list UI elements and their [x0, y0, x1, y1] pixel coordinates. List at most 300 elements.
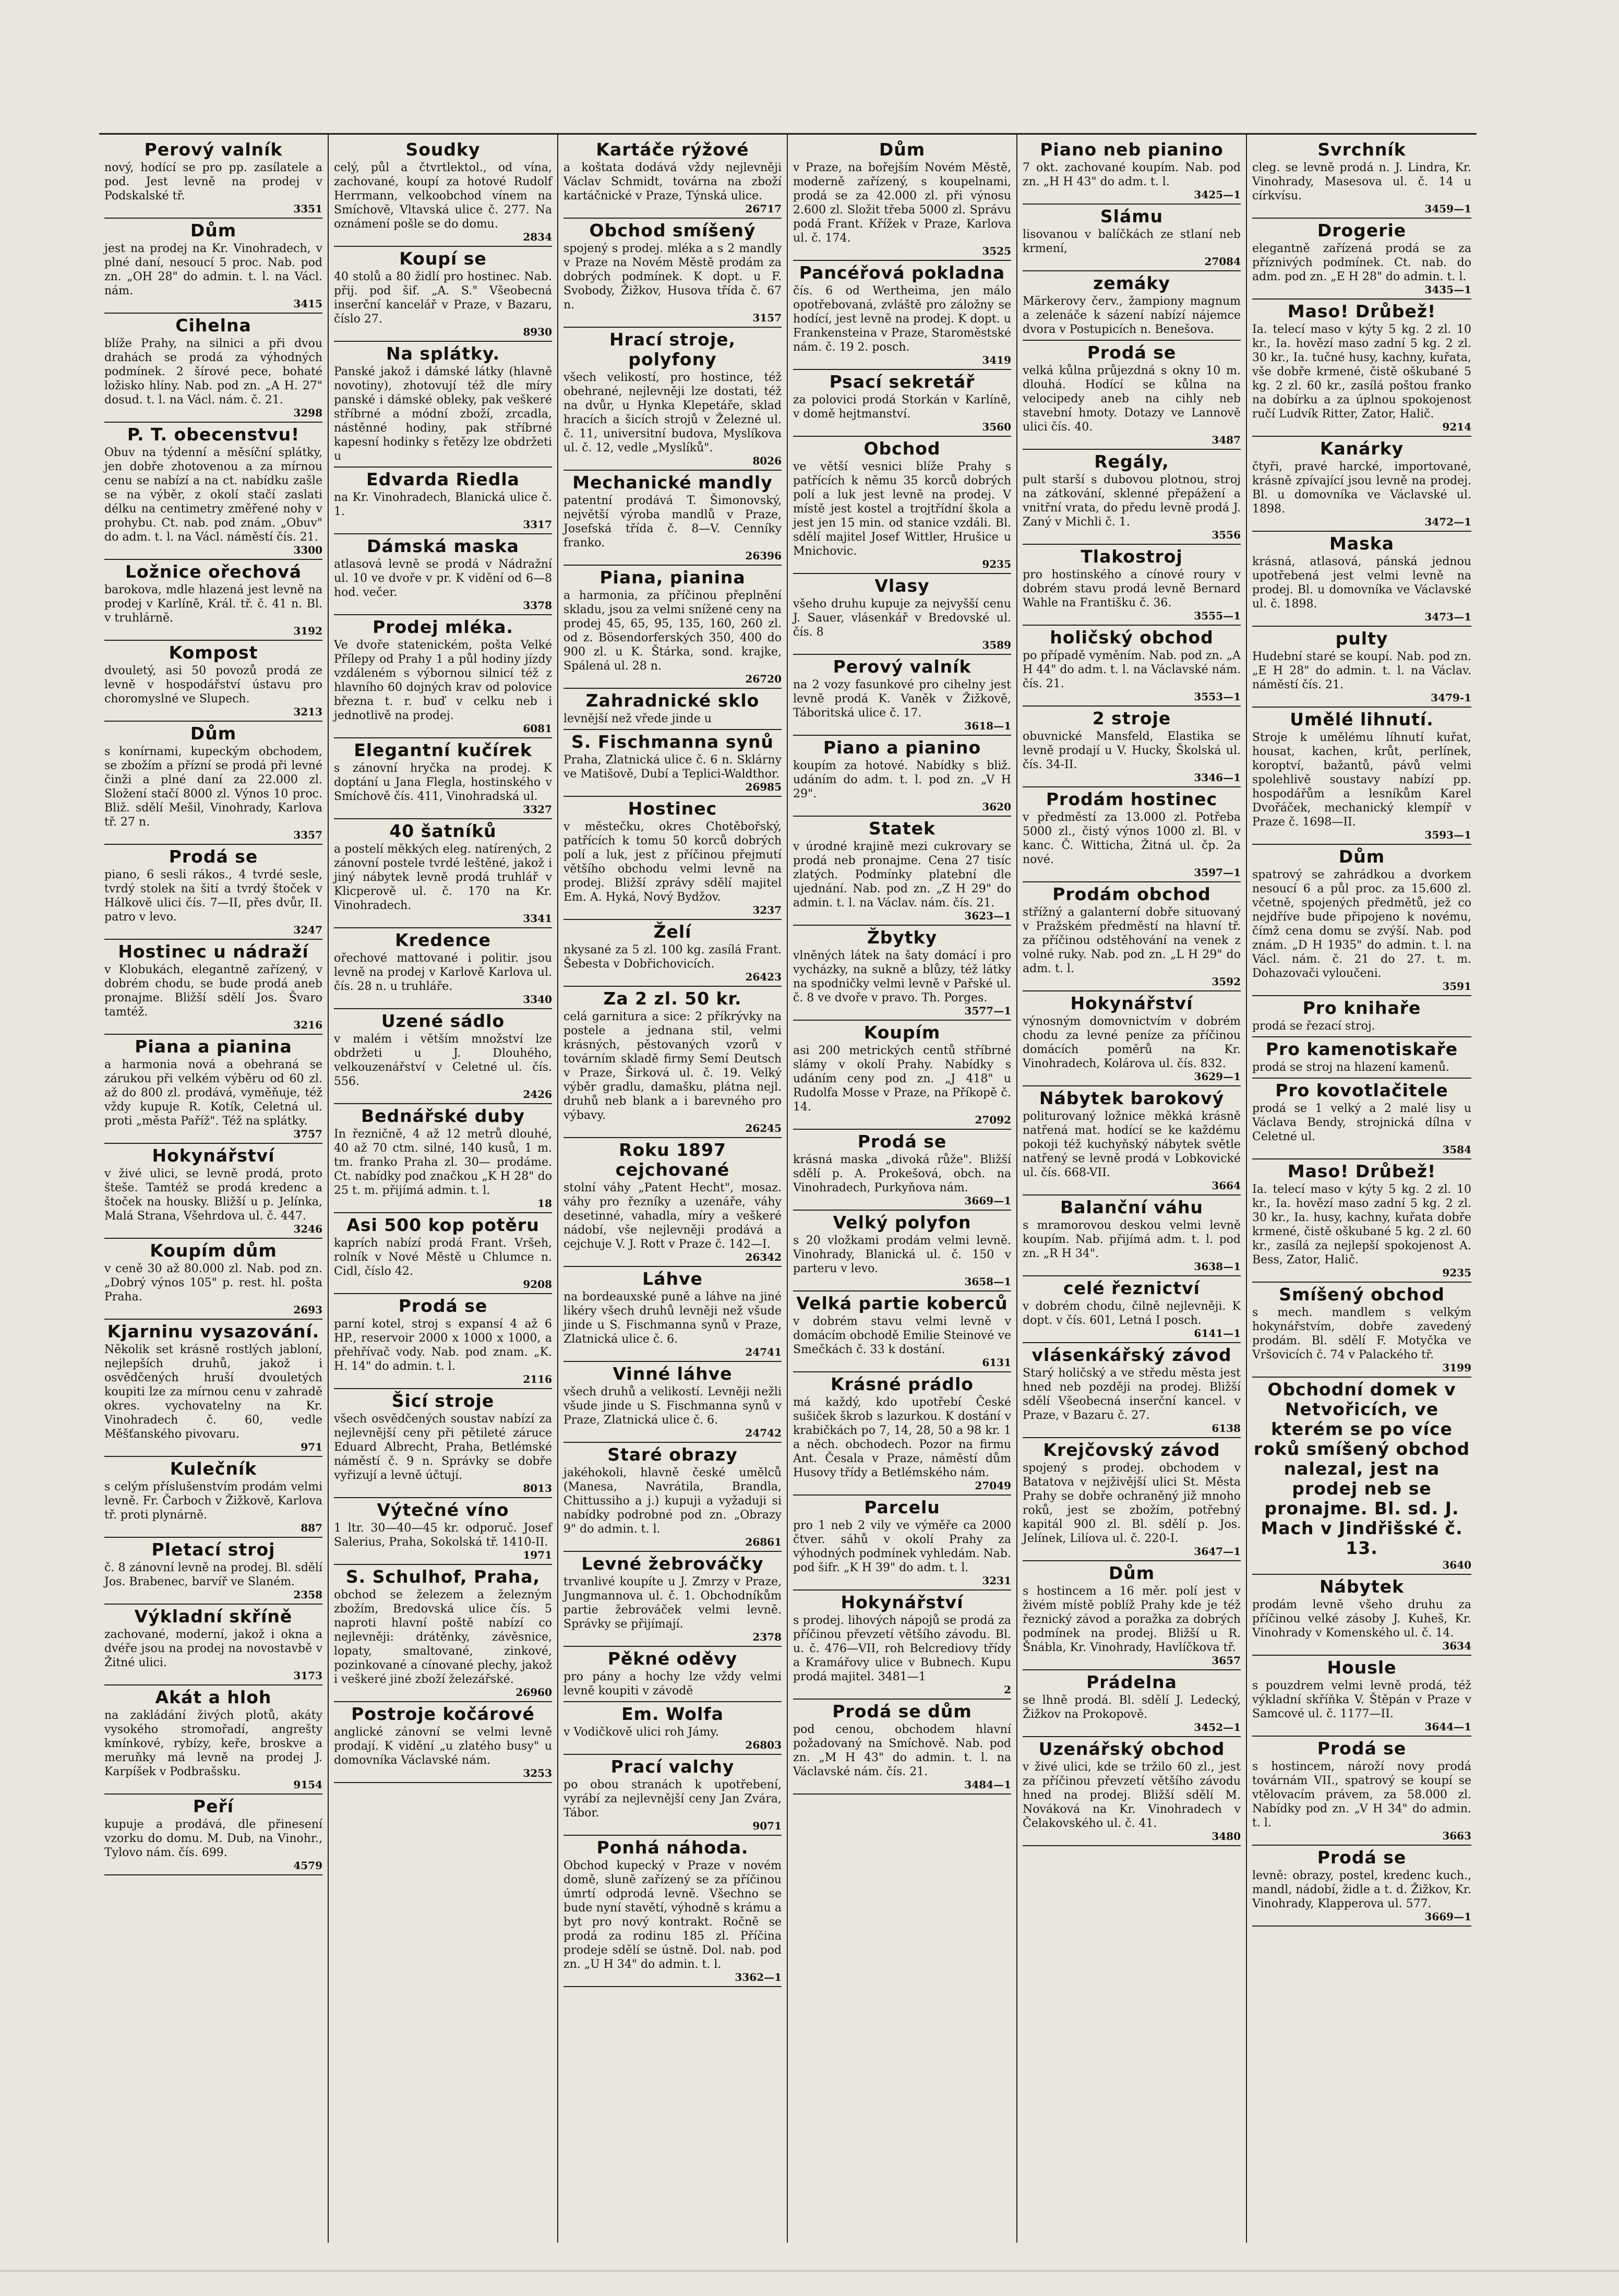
ad-reference-number: 3435—1	[1424, 283, 1471, 296]
ad-reference-number: 24742	[745, 1427, 782, 1439]
ad-title: Šicí stroje	[391, 1391, 495, 1411]
ad-reference-number: 3634	[1442, 1640, 1471, 1652]
ad-reference-number: 3592	[1212, 975, 1241, 988]
ad-reference-number: 3415	[293, 297, 322, 310]
ad-title: Hrací stroje, polyfony	[609, 329, 736, 369]
ad-body: č. 8 zánovní levně na prodej. Bl. sdělí Jos. Brabenec, barvíř ve Slaném.	[104, 1561, 322, 1588]
ad-body: v živé ulici, kde se tržilo 60 zl., jest za příčinou převzetí většího závodu hned na prodej. Bližší sdělí M. Nováková na Kr. Vinohradech v Čelakovského ul. č. 41.	[1023, 1761, 1241, 1830]
ad-title: Na splátky.	[386, 343, 500, 364]
ad-reference-number: 27092	[975, 1114, 1011, 1126]
ad-body: blíže Prahy, na silnici a při dvou drahách se prodá za výhodných podmínek. 2 šírové pece, bohaté ložisko hlíny. Nab. pod zn. „A H. 27" dosud. t. l. na Václ. nám. č. 21.	[104, 337, 322, 406]
ad-body: na zakládání živých plotů, akáty vysokého stromořadí, angrešty kmínkové, rybízy, keře, broskve a meruňky má levně na prodej J. Karpíšek v Podbrašsku.	[104, 1709, 322, 1778]
classified-ad	[563, 1138, 782, 1267]
ad-title: Prodá se	[398, 1296, 488, 1316]
classified-column	[1017, 135, 1247, 2243]
ad-body: Obchod kupecký v Praze v novém domě, sluně zařízený se za příčinou úmrtí odprodá levně. Všechno se bude nyní stavětí, výhodně s krámu a byt pro nový kontrakt. Ročně se prodá za rodinu 185 zl. Příčina prodeje sdělí se ústně. Dol. nab. pod zn. „U H 34" do admin. t. l.	[563, 1859, 782, 1971]
ad-title: Prodá se	[169, 846, 258, 867]
ad-reference-number: 9154	[293, 1778, 322, 1791]
page-edge	[0, 2270, 1619, 2272]
ad-title: Kanárky	[1320, 438, 1404, 459]
ad-title: Kompost	[169, 642, 258, 663]
ad-title: Kredence	[395, 930, 491, 950]
ad-body: lisovanou v balíčkách ze stlaní neb krmení,	[1023, 228, 1241, 255]
classified-ad	[104, 1795, 322, 1875]
ad-reference-number: 3327	[523, 803, 552, 816]
ad-title: Em. Wolfa	[621, 1704, 724, 1724]
ad-title: Za 2 zl. 50 kr.	[603, 988, 742, 1009]
classified-ad	[1023, 882, 1241, 991]
ad-title: Regály,	[1094, 451, 1169, 472]
classified-ad	[1023, 1086, 1241, 1195]
ad-reference-number: 3597—1	[1194, 866, 1241, 879]
ad-title: Pro kovotlačitele	[1275, 1080, 1448, 1101]
ad-body: s hostincem, nároží novy prodá továrnám VII., spatrový se koupí se vtělovacím právem, za 58.000 zl. Nabídky pod zn. „V H 34" do admin. t. l.	[1252, 1760, 1471, 1829]
ad-title: Hokynářství	[841, 1592, 964, 1612]
classified-column	[1247, 135, 1477, 2243]
ad-title: Vinné láhve	[613, 1364, 733, 1384]
classified-ad	[104, 219, 322, 314]
ad-title: S. Fischmanna synů	[571, 732, 774, 752]
ad-reference-number: 4579	[293, 1859, 322, 1872]
classified-ad	[793, 926, 1011, 1021]
ad-reference-number: 3484—1	[964, 1778, 1011, 1791]
classified-ad	[334, 342, 552, 468]
classified-ad	[793, 138, 1011, 261]
ad-body: prodá se řezací stroj.	[1252, 1020, 1375, 1033]
ad-body: v živé ulici, se levně prodá, proto šteše. Tamtéž se prodá kredenc a štoček na housky. Bližší u p. Jelínka, Malá Strana, Všehrdova ul. č. 447.	[104, 1167, 322, 1223]
ad-body: 1 ltr. 30—40—45 kr. odporuč. Josef Salerius, Praha, Sokolská tř. 1410-II.	[334, 1522, 552, 1549]
ad-title: Želí	[653, 922, 692, 942]
ad-reference-number: 27084	[1204, 255, 1241, 268]
ad-title: Vlasy	[874, 576, 930, 596]
ad-title: Dům	[1108, 1563, 1155, 1583]
ad-title: Uzené sádlo	[381, 1011, 505, 1031]
ad-title: S. Schulhof, Praha,	[345, 1566, 541, 1587]
ad-reference-number: 9214	[1442, 421, 1471, 433]
ad-reference-number: 3246	[293, 1223, 322, 1235]
ad-reference-number: 3669—1	[1424, 1910, 1471, 1923]
ad-body: na bordeauxské puně a láhve na jiné likéry všech druhů levněji než všude jinde u S. Fischmanna synů v Praze, Zlatnická ulice č. 6.	[563, 1290, 782, 1346]
ad-title: holičský obchod	[1050, 627, 1214, 648]
ad-reference-number: 2693	[293, 1304, 322, 1316]
ad-title: Prodá se dům	[832, 1701, 972, 1721]
ad-reference-number: 2116	[523, 1373, 552, 1385]
ad-title: Peří	[193, 1796, 234, 1816]
classified-ad	[563, 1836, 782, 1987]
ad-title: Žbytky	[867, 927, 938, 948]
classified-ad	[104, 314, 322, 423]
ad-title: Prodá se	[1317, 1738, 1407, 1759]
ad-body: ořechové mattované i politir. jsou levně na prodej v Karlově Karlova ul. čís. 28 n. u truhláře.	[334, 952, 552, 993]
classified-ad	[1023, 991, 1241, 1086]
classified-ad	[563, 566, 782, 689]
ad-title: Tlakostroj	[1081, 546, 1183, 567]
classified-ad	[1023, 205, 1241, 271]
ad-title: Elegantní kučírek	[354, 740, 532, 760]
ad-body: pro 1 neb 2 vily ve výměře ca 2000 čtver. sáhů v okolí Prahy za výhodných podmínek vyhledám. Nab. pod šifr. „K H 39" do adm. t. l.	[793, 1519, 1011, 1574]
classified-ad	[334, 1565, 552, 1702]
classified-ad	[563, 471, 782, 566]
ad-reference-number: 3216	[293, 1019, 322, 1031]
ad-reference-number: 3425—1	[1194, 188, 1241, 201]
ad-body: patentní prodává T. Šimonovský, největší výroba mandlů v Praze, Josefská třída č. 8—V. Cenníky franko.	[563, 494, 782, 549]
ad-title: Nábytek	[1319, 1576, 1405, 1597]
ad-body: pro hostinského a cínové roury v dobrém stavu prodá levně Bernard Wahle na Františku č. 36.	[1023, 568, 1241, 609]
classified-ad	[104, 722, 322, 845]
ad-body: spojený s prodej. obchodem v Batatova v nejživější ulici St. Města Prahy se dobře ochraněný již mnoho roků, jest se zbožím, potřebný kapitál 900 zl. Bl. sdělí p. Jos. Jelínek, Lilíova ul. č. 220-I.	[1023, 1462, 1241, 1545]
classified-ad	[793, 655, 1011, 736]
ad-reference-number: 3553—1	[1194, 690, 1241, 703]
classified-ad	[1252, 845, 1471, 996]
ad-reference-number: 3298	[293, 406, 322, 419]
ad-body: dvouletý, asi 50 povozů prodá ze levně v hospodářství ústavu pro choromyslné ve Slupech.	[104, 664, 322, 705]
ad-body: koupím za hotové. Nabídky s bliž. udáním do adm. t. l. pod zn. „V H 29".	[793, 759, 1011, 800]
ad-body: střížný a galanterní dobře situovaný v Pražském předměstí na hlavní tř. za příčinou odstěhování na venek z volné ruky. Nab. pod zn. „L H 29" do adm. t. l.	[1023, 906, 1241, 975]
ad-reference-number: 3663	[1442, 1829, 1471, 1842]
ad-body: v předměstí za 13.000 zl. Potřeba 5000 zl., čistý výnos 1000 zl. Bl. v kanc. Č. Witticha, Žitná ul. čp. 2a nové.	[1023, 811, 1241, 866]
ad-reference-number: 3487	[1212, 434, 1241, 446]
ad-body: v dobrém stavu velmi levně v domácím obchodě Emilie Steinové ve Smečkách č. 33 k dostání.	[793, 1315, 1011, 1356]
ad-reference-number: 3657	[1212, 1654, 1241, 1667]
ad-body: a harmonia, za příčinou přeplnění skladu, jsou za velmi snížené ceny na prodej 45, 65, 95, 135, 160, 260 zl. od z. Bösendorferských 350, 400 do 900 zl. u K. Štárka, sond. krajke, Spálená ul. 28 n.	[563, 589, 782, 673]
ad-title: Krásné prádlo	[831, 1374, 974, 1394]
ad-body: čtyři, pravé harcké, importované, krásně zpívající jsou levně na prodej. Bl. u domovníka ve Václavské ul. 1898.	[1252, 460, 1471, 516]
ad-title: Dům	[190, 220, 237, 241]
classified-ad	[104, 1605, 322, 1685]
ad-body: kaprích nabízí prodá Frant. Vršeh, rolník v Nové Městě u Chlumce n. Cidl, číslo 42.	[334, 1237, 552, 1278]
ad-title: Smíšený obchod	[1279, 1284, 1445, 1305]
ad-reference-number: 3173	[293, 1669, 322, 1682]
ad-title: Slámu	[1100, 206, 1164, 226]
classified-ad	[793, 1496, 1011, 1591]
ad-body: barokova, mdle hlazená jest levně na prodej v Karlíně, Král. tř. č. 41 n. Bl. v truhlárně.	[104, 583, 322, 625]
ad-reference-number: 3556	[1212, 529, 1241, 541]
classified-ad	[104, 1538, 322, 1605]
ad-body: v Klobukách, elegantně zařízený, v dobrém chodu, se bude prodá aneb pronajme. Bližší sdělí Jos. Švaro tamtéž.	[104, 963, 322, 1019]
classified-ad	[563, 138, 782, 219]
ad-body: atlasová levně se prodá v Nádražní ul. 10 ve dvoře v pr. K vidění od 6—8 hod. večer.	[334, 558, 552, 599]
ad-body: s konírnami, kupeckým obchodem, se zbožím a přízní se prodá při levné činži a plné daní za 22.000 zl. Složení stačí 8000 zl. Výnos 10 proc. Bliž. sdělí Mešil, Vinohrady, Karlova tř. 27 n.	[104, 745, 322, 829]
classified-column	[329, 135, 558, 2243]
ad-body: Hudební staré se koupí. Nab. pod zn. „E H 28" do admin. t. l. na Václav. náměstí čís. 21.	[1252, 650, 1471, 691]
classified-ad	[104, 940, 322, 1035]
classified-ad	[334, 1702, 552, 1783]
ad-reference-number: 9235	[1442, 1266, 1471, 1279]
classified-ad	[1252, 532, 1471, 627]
ad-title: Pěkné oděvy	[607, 1648, 738, 1669]
ad-reference-number: 3357	[293, 829, 322, 841]
ad-title: Kartáče rýžové	[596, 139, 749, 160]
ad-title: Obchod	[864, 438, 941, 459]
ad-reference-number: 6081	[523, 722, 552, 735]
classified-ad	[1252, 1079, 1471, 1159]
ad-title: Prodám hostinec	[1046, 789, 1218, 809]
classified-ad	[563, 219, 782, 328]
ad-title: Obchodní domek v Netvořicích, ve kterém se po více roků smíšený obchod nalezal, jest na prodej neb se pronajme. Bl. sd. J. Mach v Jindřišské č. 13.	[1253, 1379, 1470, 1558]
ad-title: Prádelna	[1086, 1672, 1177, 1692]
ad-body: krásná, atlasová, pánská jednou upotřebená jest velmi levně na prodej. Bl. u domovníka ve Václavské ul. č. 1898.	[1252, 555, 1471, 611]
ad-reference-number: 3757	[293, 1128, 322, 1140]
classified-ad	[1252, 708, 1471, 845]
classified-ad	[334, 1009, 552, 1104]
classified-ad	[1252, 1283, 1471, 1378]
ad-title: Mechanické mandly	[572, 472, 773, 493]
ad-reference-number: 3669—1	[964, 1194, 1011, 1207]
classified-ad	[1252, 1737, 1471, 1846]
newspaper-page	[99, 133, 1477, 2243]
ad-title: Maska	[1329, 533, 1394, 554]
ad-title: Prodá se	[1087, 342, 1177, 363]
ad-body: všech velikostí, pro hostince, též obehrané, nejlevněji lze dostati, též na dvůr, u Hynka Klepetáře, sklad hracích a šicích strojů v Železné ul. č. 11, universitní budova, Myslíkova ul. č. 12, vedle „Myslíků".	[563, 371, 782, 455]
ad-body: asi 200 metrických centů stříbrné slámy v okolí Prahy. Nabídky s udáním ceny pod zn. „J 418" u Rudolfa Mosse v Praze, na Příkopě č. 14.	[793, 1044, 1011, 1114]
ad-body: stolní váhy „Patent Hecht", mosaz. váhy pro řezníky a uzenáře, váhy desetinné, vahadla, míry a veškeré nádobí, vše nejlevněji prodává a cejchuje V. J. Rott v Praze č. 142—I.	[563, 1181, 782, 1251]
ad-body: v městečku, okres Chotěbořský, patřících k tomu 50 korců dobrých polí a luk, jest z příčinou přejmutí většího obchodu velmi levně na prodej. Bližší zprávy sdělí majitel Em. A. Hyká, Nový Bydžov.	[563, 820, 782, 904]
ad-title: Postroje kočárové	[351, 1704, 535, 1724]
ad-body: po případě vyměním. Nab. pod zn. „A H 44" do adm. t. l. na Václavské nám. čís. 21.	[1023, 649, 1241, 690]
ad-title: Pro kamenotiskaře	[1265, 1039, 1458, 1059]
ad-title: Dům	[1338, 846, 1385, 867]
ad-reference-number: 3378	[523, 599, 552, 612]
classified-ad	[1252, 1378, 1471, 1575]
ad-title: Bednářské duby	[361, 1106, 525, 1126]
ad-reference-number: 3555—1	[1194, 609, 1241, 622]
ad-reference-number: 3584	[1442, 1143, 1471, 1156]
ad-reference-number: 3620	[982, 800, 1011, 813]
ad-title: pulty	[1335, 628, 1388, 649]
ad-reference-number: 3247	[293, 924, 322, 936]
ad-reference-number: 3593—1	[1424, 829, 1471, 841]
classified-ad	[104, 845, 322, 940]
classified-ad	[334, 819, 552, 928]
ad-reference-number: 3629—1	[1194, 1070, 1241, 1083]
ad-title: Housle	[1327, 1657, 1397, 1678]
ad-reference-number: 3658—1	[964, 1275, 1011, 1288]
ad-reference-number: 3591	[1442, 980, 1471, 992]
classified-ad	[1252, 300, 1471, 437]
ad-title: Hostinec u nádraží	[118, 941, 309, 962]
classified-ad	[104, 1685, 322, 1795]
classified-ad	[104, 423, 322, 560]
ad-body: Obuv na týdenní a měsíční splátky, jen dobře zhotovenou a za mírnou cenu se nabízí a na ct. nabídku zašle se na výběr, z okolí stačí zaslati délku na centimetry změřené nohy v prohybu. Ct. nab. pod znám. „Obuv" do adm. t. l. na Václ. náměstí čís. 21.	[104, 446, 322, 544]
classified-ad	[1252, 1846, 1471, 1927]
ad-title: Parcelu	[864, 1497, 940, 1517]
classified-ad	[1252, 1037, 1471, 1079]
classified-ad	[793, 1130, 1011, 1211]
ad-reference-number: 3346—1	[1194, 771, 1241, 784]
ad-body: krásná maska „divoká růže". Bližší sdělí p. A. Prokešová, obch. na Vinohradech, Purkyňova nám.	[793, 1153, 1011, 1194]
ad-reference-number: 1971	[523, 1549, 552, 1561]
ad-reference-number: 3560	[982, 421, 1011, 433]
ad-reference-number: 8930	[523, 326, 552, 338]
ad-title: Dámská maska	[367, 536, 519, 556]
ad-title: Drogerie	[1317, 220, 1407, 241]
ad-title: Pancéřová pokladna	[799, 262, 1005, 283]
ad-body: obchod se železem a železným zbožím, Bredovská ulice čís. 5 naproti hlavní poště nabízí co nejlevněji: drátěnky, závěsnice, lopaty, smaltované, zinkové, pozinkované a cínované plechy, jakož i veškeré jiné zboží železářské.	[334, 1588, 552, 1686]
classified-ad	[563, 797, 782, 920]
ad-body: s mech. mandlem s velkým hokynářstvím, dobře zavedený prodám. Bl. sdělí F. Motyčka ve Vršovicích č. 74 v Palackého tř.	[1252, 1306, 1471, 1361]
classified-ad	[563, 1552, 782, 1647]
ad-title: Asi 500 kop potěru	[346, 1215, 539, 1235]
ad-title: Statek	[869, 818, 936, 839]
ad-reference-number: 3623—1	[964, 910, 1011, 922]
ad-body: v úrodné krajině mezi cukrovary se prodá neb pronajme. Cena 27 tisíc zlatých. Podmínky platební dle ujednání. Nab. pod zn. „Z H 29" do admin. t. l. na Václav. nám. čís. 21.	[793, 840, 1011, 910]
classified-ad	[334, 928, 552, 1009]
ad-body: obuvnické Mansfeld, Elastika se levně prodají u V. Hucky, Školská ul. čís. 34-II.	[1023, 730, 1241, 771]
ad-title: Levné žebrováčky	[581, 1553, 764, 1574]
classified-ad	[334, 138, 552, 247]
ad-title: Piano neb pianino	[1040, 139, 1224, 160]
ad-title: Pletací stroj	[151, 1539, 275, 1560]
classified-ad	[563, 987, 782, 1138]
ad-title: Ponhá náhoda.	[596, 1837, 749, 1858]
ad-body: Praha, Zlatnická ulice č. 6 n. Sklárny ve Matišově, Dubí a Teplici-Waldthor.	[563, 754, 782, 781]
ad-title: Koupím dům	[150, 1240, 277, 1261]
classified-ad	[334, 615, 552, 738]
ad-body: s prodej. lihových nápojů se prodá za příčinou převzetí většího závodu. Bl. u. č. 476—VII, roh Belcrediovy třídy a Kramářovy ulice v Bubnech. Kupu prodá majitel. 3481—1	[793, 1614, 1011, 1683]
classified-ad	[1252, 996, 1471, 1037]
classified-ad	[793, 1292, 1011, 1372]
ad-reference-number: 3644—1	[1424, 1720, 1471, 1733]
ad-title: 2 stroje	[1092, 708, 1171, 728]
classified-ad	[563, 1443, 782, 1552]
ad-body: Panské jakož i dámské látky (hlavně novotiny), zhotovují též dle míry panské i dámské obleky, pak veškeré stříbrné a módní zboží, zrcadla, nástěnné hodiny, pak stříbrné kapesní hodinky s řetězy lze obdržeti u	[334, 365, 552, 463]
ad-title: Prodá se	[857, 1131, 947, 1152]
ad-body: v ceně 30 až 80.000 zl. Nab. pod zn. „Dobrý výnos 105" p. rest. hl. pošta Praha.	[104, 1262, 322, 1304]
ad-reference-number: 3253	[523, 1767, 552, 1779]
ad-reference-number: 3341	[523, 912, 552, 925]
ad-title: Prací valchy	[610, 1756, 735, 1777]
ad-title: Uzenářský obchod	[1038, 1739, 1225, 1759]
ad-body: ve větší vesnici blíže Prahy s patřících k němu 35 korců dobrých polí a luk jest levně na prodej. V místě jest kostel a trojtřídní škola a jest jen 15 min. od stanice vzdáli. Bl. sdělí majitel Josef Wittler, Hrušice u Mnichovic.	[793, 460, 1011, 558]
ad-body: s mramorovou deskou velmi levně koupím. Nab. přijímá adm. t. l. pod zn. „R H 34".	[1023, 1219, 1241, 1260]
classified-ad	[563, 1267, 782, 1362]
classified-ad	[1252, 627, 1471, 708]
ad-title: Hokynářství	[152, 1145, 275, 1166]
ad-reference-number: 26803	[745, 1739, 782, 1751]
ad-title: Láhve	[642, 1269, 703, 1289]
ad-title: Pro knihaře	[1302, 998, 1421, 1018]
ad-reference-number: 3472—1	[1424, 516, 1471, 528]
ad-body: Ve dvoře statenickém, pošta Velké Přílepy od Prahy 1 a půl hodiny jízdy vzdáleném s výbornou silnicí též z hlavního 60 dojných krav od polovice března t. r. buď v celku neb i jednotlivě na prodej.	[334, 639, 552, 722]
ad-title: zemáky	[1093, 273, 1170, 293]
classified-ad	[563, 328, 782, 471]
ad-reference-number: 3452—1	[1194, 1721, 1241, 1733]
ad-body: nový, hodící se pro pp. zasílatele a pod. Jest levně na prodej v Podskalské tř.	[104, 161, 322, 202]
classified-ad	[793, 1372, 1011, 1496]
classified-ad	[563, 1647, 782, 1702]
classified-ad	[1023, 341, 1241, 450]
ad-title: Koupím	[864, 1022, 941, 1043]
ad-reference-number: 3525	[982, 245, 1011, 257]
ad-title: Piano a pianino	[823, 737, 981, 758]
ad-reference-number: 971	[301, 1441, 322, 1453]
ad-reference-number: 8013	[523, 1482, 552, 1494]
ad-reference-number: 9071	[752, 1820, 782, 1832]
ad-reference-number: 887	[301, 1522, 322, 1534]
ad-body: má každý, kdo upotřebí České sušiček škrob s lazurkou. K dostání v krabičkách po 7, 14, 28, 50 a 98 kr. 1 a něch. obchodech. Pozor na firmu Ant. Česala v Praze, náměstí dům Husovy třídy a Betlémského nám.	[793, 1396, 1011, 1479]
ad-reference-number: 3192	[293, 625, 322, 637]
ad-reference-number: 18	[537, 1197, 552, 1210]
classified-ad	[793, 1211, 1011, 1292]
ad-body: Starý holičský a ve středu města jest hned neb později na prodej. Bližší sdělí Všeobecná inserční kancel. v Praze, v Bazaru č. 27.	[1023, 1367, 1241, 1422]
ad-reference-number: 2358	[293, 1588, 322, 1601]
ad-title: Piana, pianina	[599, 567, 746, 588]
ad-title: celé řeznictví	[1063, 1278, 1200, 1298]
classified-ad	[104, 1144, 322, 1239]
ad-body: anglické zánovní se velmi levně prodají. K vidění „u zlatého busy" u domovníka Václavské nám.	[334, 1726, 552, 1767]
ad-body: parní kotel, stroj s expansí 4 až 6 HP., reservoir 2000 x 1000 x 1000, a přehřívač vody. Nab. pod znam. „K. H. 14" do admin. t. l.	[334, 1318, 552, 1373]
ad-body: všech osvědčených soustav nabízí za nejlevnější ceny při pětileté záruce Eduard Albrecht, Praha, Betlémské náměstí č. 9 n. Správky se dobře vyřizují a levně účtují.	[334, 1413, 552, 1482]
classified-ad	[563, 920, 782, 987]
ad-body: zachované, moderní, jakož i okna a dvéře jsou na prodej na novostavbě v Žitné ulici.	[104, 1628, 322, 1669]
ad-body: prodá se 1 velký a 2 malé lisy u Václava Bendy, strojnická dílna v Celetné ul.	[1252, 1102, 1471, 1143]
classified-ad	[334, 468, 552, 534]
ad-body: politurovaný ložnice měkká krásně natřená mat. hodící se ke každému pokoji též kuchyňský nábytek světle natřený se levně prodá v Lobkovické ul. čís. 668-VII.	[1023, 1110, 1241, 1179]
ad-body: prodám levně všeho druhu za příčinou velké zásoby J. Kuheš, Kr. Vinohrady v Komenského ul. č. 14.	[1252, 1598, 1471, 1640]
classified-ad	[104, 560, 322, 641]
classified-ad	[1023, 1438, 1241, 1561]
classified-ad	[563, 1702, 782, 1755]
ad-title: Maso! Drůbež!	[1287, 1161, 1436, 1181]
ad-reference-number: 26985	[745, 781, 782, 793]
ad-reference-number: 27049	[975, 1479, 1011, 1492]
ad-body: kupuje a prodává, dle přinesení vzorku do domu. M. Dub, na Vinohr., Tylovo nám. čís. 699.	[104, 1818, 322, 1859]
ad-body: celý, půl a čtvrtlektol., od vína, zachované, koupí za hotové Rudolf Herrmann, velkoobchod vínem na Smíchově, Vltavská ulice č. 277. Na oznámení pošle se do domu.	[334, 161, 552, 231]
ad-reference-number: 3479-1	[1431, 691, 1471, 704]
classified-ad	[793, 261, 1011, 370]
classified-ad	[334, 738, 552, 819]
ad-title: Soudky	[405, 139, 481, 160]
classified-ad	[1023, 450, 1241, 545]
classified-ad	[1023, 1670, 1241, 1737]
classified-ad	[334, 247, 552, 342]
ad-reference-number: 3317	[523, 518, 552, 531]
ad-body: levně: obrazy, postel, kredenc kuch., mandl, nádobí, židle a t. d. Žižkov, Kr. Vinohrady, Klapperova ul. 577.	[1252, 1869, 1471, 1910]
ad-reference-number: 24741	[745, 1346, 782, 1358]
ad-reference-number: 3480	[1212, 1830, 1241, 1843]
ad-reference-number: 3231	[982, 1574, 1011, 1587]
classified-ad	[1023, 271, 1241, 341]
ad-body: po obou stranách k upotřebení, vyrábí za nejlevnější ceny Jan Zvára, Tábor.	[563, 1778, 782, 1820]
classified-ad	[793, 370, 1011, 437]
ad-title: Balanční váhu	[1060, 1197, 1204, 1217]
ad-body: jakéhokoli, hlavně české umělců (Manesa, Navrátila, Brandla, Chittussiho a j.) kupuji a vyžaduji si nabídky podrobné pod zn. „Obrazy 9" do admin. t. l.	[563, 1466, 782, 1536]
classified-column	[558, 135, 788, 2243]
ad-title: Dům	[879, 139, 926, 160]
ad-body: čís. 6 od Wertheima, jen málo opotřebovaná, zvláště pro záložny se hodící, jest levně na prodej. K dopt. u Frankensteina v Praze, Staroměstské nám. č. 19 2. posch.	[793, 284, 1011, 354]
ad-title: Kjarninu vysazování.	[107, 1321, 320, 1342]
ad-title: Staré obrazy	[607, 1444, 738, 1465]
ad-title: Krejčovský závod	[1043, 1440, 1220, 1460]
ad-reference-number: 3213	[293, 705, 322, 718]
ad-title: Dům	[190, 723, 237, 744]
classified-ad	[1252, 138, 1471, 219]
ad-body: jest na prodej na Kr. Vinohradech, v plné daní, nesoucí 5 proc. Nab. pod zn. „OH 28" do admin. t. l. na Václ. nám.	[104, 242, 322, 297]
ad-body: na 2 vozy fasunkové pro cihelny jest levně prodá K. Vaněk v Žižkově, Táboritská ulice č. 17.	[793, 678, 1011, 720]
ad-body: s 20 vložkami prodám velmi levně. Vinohrady, Blanická ul. č. 150 v parteru v levo.	[793, 1234, 1011, 1275]
ad-body: prodá se stroj na hlazení kamenů.	[1252, 1061, 1450, 1074]
ad-title: Kulečník	[170, 1458, 257, 1479]
classified-ad	[1252, 1656, 1471, 1737]
classified-ad	[1023, 1737, 1241, 1846]
classified-ad	[563, 730, 782, 797]
ad-reference-number: 3577—1	[964, 1004, 1011, 1017]
ad-reference-number: 3157	[752, 312, 782, 324]
ad-reference-number: 26396	[745, 549, 782, 562]
classified-ad	[104, 641, 322, 722]
ad-reference-number: 3419	[982, 354, 1011, 366]
ad-title: Prodá se	[1317, 1847, 1407, 1868]
